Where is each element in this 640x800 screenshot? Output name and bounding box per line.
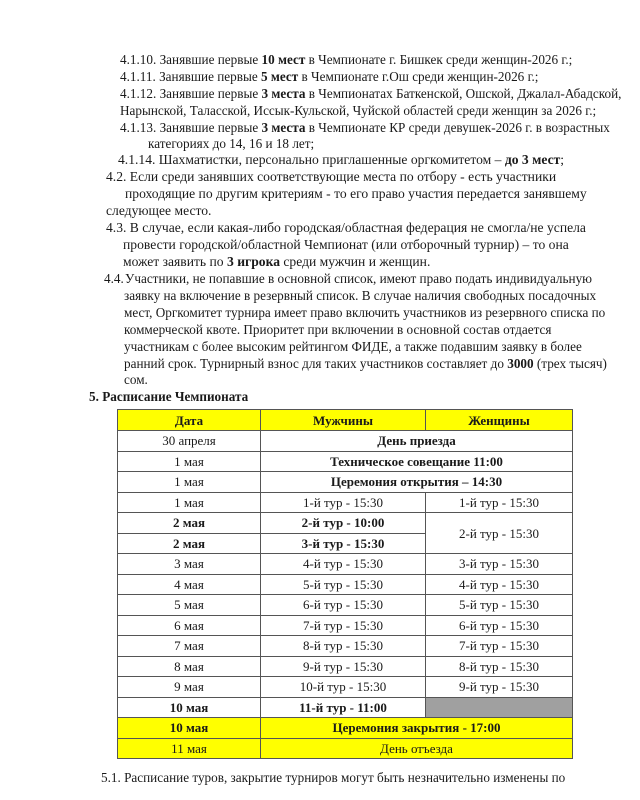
cell-men: 2-й тур - 10:00 bbox=[261, 513, 426, 534]
section-5-title: 5. Расписание Чемпионата bbox=[89, 389, 249, 404]
item-4-1-12-cont: Нарынской, Таласской, Иссык-Кульской, Чуйской областей среди женщин за 2026 г.; bbox=[120, 103, 597, 118]
note-5-1: 5.1. Расписание туров, закрытие турниров могут быть незначительно изменены по bbox=[101, 770, 566, 785]
cell-date: 7 мая bbox=[118, 636, 261, 657]
cell-date: 1 мая bbox=[118, 451, 261, 472]
item-4-4-l7: сом. bbox=[124, 372, 148, 387]
cell-date: 4 мая bbox=[118, 574, 261, 595]
item-4-4-l4: коммерческой квоте. Приоритет при включении в основной состав отдается bbox=[124, 322, 552, 337]
schedule-table bbox=[117, 409, 573, 759]
table-row bbox=[118, 697, 573, 718]
table-row bbox=[118, 636, 573, 657]
cell-date: 2 мая bbox=[118, 533, 261, 554]
cell-date: 2 мая bbox=[118, 513, 261, 534]
table-row-highlight bbox=[118, 718, 573, 739]
item-4-4-l5: участникам с более высоким рейтингом ФИДЕ, а также подавшим заявку в более bbox=[124, 339, 582, 354]
item-4-4-l6: ранний срок. Турнирный взнос для таких участников составляет до 3000 (трех тысяч) bbox=[124, 356, 607, 371]
cell-women: 5-й тур - 15:30 bbox=[426, 595, 573, 616]
cell-women: 2-й тур - 15:30 bbox=[426, 513, 573, 554]
cell-men: 7-й тур - 15:30 bbox=[261, 615, 426, 636]
cell-women: 3-й тур - 15:30 bbox=[426, 554, 573, 575]
cell-women: 6-й тур - 15:30 bbox=[426, 615, 573, 636]
header-men: Мужчины bbox=[261, 410, 426, 431]
cell-event: День приезда bbox=[261, 431, 573, 452]
cell-date: 5 мая bbox=[118, 595, 261, 616]
cell-event: Техническое совещание 11:00 bbox=[261, 451, 573, 472]
table-row bbox=[118, 615, 573, 636]
table-row bbox=[118, 492, 573, 513]
cell-date: 1 мая bbox=[118, 492, 261, 513]
item-4-4-l3: мест, Оргкомитет турнира имеет право включить участников из резервного списка по bbox=[124, 305, 606, 320]
cell-event: День отъезда bbox=[261, 738, 573, 759]
item-4-3-cont2: может заявить по 3 игрока среди мужчин и женщин. bbox=[123, 254, 431, 269]
cell-date: 9 мая bbox=[118, 677, 261, 698]
table-row bbox=[118, 574, 573, 595]
cell-date: 10 мая bbox=[118, 697, 261, 718]
item-4-4: Участники, не попавшие в основной список, имеют право подать индивидуальную bbox=[125, 271, 593, 286]
table-row bbox=[118, 595, 573, 616]
table-row bbox=[118, 472, 573, 493]
cell-date: 30 апреля bbox=[118, 431, 261, 452]
item-4-1-11: 4.1.11. Занявшие первые 5 мест в Чемпионате г.Ош среди женщин-2026 г.; bbox=[120, 69, 539, 84]
cell-date: 3 мая bbox=[118, 554, 261, 575]
item-4-1-12: 4.1.12. Занявшие первые 3 места в Чемпионатах Баткенской, Ошской, Джалал-Абадской, bbox=[120, 86, 622, 101]
item-4-2-cont2: следующее место. bbox=[106, 203, 212, 218]
cell-men: 5-й тур - 15:30 bbox=[261, 574, 426, 595]
cell-men: 6-й тур - 15:30 bbox=[261, 595, 426, 616]
cell-men: 3-й тур - 15:30 bbox=[261, 533, 426, 554]
cell-date: 1 мая bbox=[118, 472, 261, 493]
cell-women-empty bbox=[426, 697, 573, 718]
item-4-1-13: 4.1.13. Занявшие первые 3 места в Чемпионате КР среди девушек-2026 г. в возрастных bbox=[120, 120, 610, 135]
header-date: Дата bbox=[118, 410, 261, 431]
table-row-highlight bbox=[118, 738, 573, 759]
table-row bbox=[118, 513, 573, 534]
item-4-3-cont: провести городской/областной Чемпионат (или отборочный турнир) – то она bbox=[123, 237, 569, 252]
table-row bbox=[118, 677, 573, 698]
table-row bbox=[118, 554, 573, 575]
cell-women: 4-й тур - 15:30 bbox=[426, 574, 573, 595]
cell-men: 9-й тур - 15:30 bbox=[261, 656, 426, 677]
cell-date: 10 мая bbox=[118, 718, 261, 739]
table-header-row bbox=[118, 410, 573, 431]
cell-men: 4-й тур - 15:30 bbox=[261, 554, 426, 575]
cell-women: 1-й тур - 15:30 bbox=[426, 492, 573, 513]
item-4-2-cont: проходящие по другим критериям - то его право участия передается занявшему bbox=[125, 186, 587, 201]
item-4-4-number: 4.4. bbox=[104, 271, 124, 286]
cell-event: Церемония закрытия - 17:00 bbox=[261, 718, 573, 739]
cell-date: 6 мая bbox=[118, 615, 261, 636]
item-4-2: 4.2. Если среди занявших соответствующие места по отбору - есть участники bbox=[106, 169, 557, 184]
cell-women: 8-й тур - 15:30 bbox=[426, 656, 573, 677]
cell-men: 1-й тур - 15:30 bbox=[261, 492, 426, 513]
item-4-1-10: 4.1.10. Занявшие первые 10 мест в Чемпионате г. Бишкек среди женщин-2026 г.; bbox=[120, 52, 573, 67]
cell-date: 11 мая bbox=[118, 738, 261, 759]
table-row bbox=[118, 656, 573, 677]
table-row bbox=[118, 451, 573, 472]
cell-men: 10-й тур - 15:30 bbox=[261, 677, 426, 698]
item-4-3: 4.3. В случае, если какая-либо городская/областная федерация не смогла/не успела bbox=[106, 220, 586, 235]
header-women: Женщины bbox=[426, 410, 573, 431]
cell-men: 8-й тур - 15:30 bbox=[261, 636, 426, 657]
table-row bbox=[118, 431, 573, 452]
cell-women: 7-й тур - 15:30 bbox=[426, 636, 573, 657]
item-4-4-l2: заявку на включение в резервный список. В случае наличия свободных посадочных bbox=[124, 288, 597, 303]
cell-women: 9-й тур - 15:30 bbox=[426, 677, 573, 698]
cell-men: 11-й тур - 11:00 bbox=[261, 697, 426, 718]
cell-date: 8 мая bbox=[118, 656, 261, 677]
item-4-1-14: 4.1.14. Шахматистки, персонально приглашенные оргкомитетом – до 3 мест; bbox=[118, 152, 565, 167]
cell-event: Церемония открытия – 14:30 bbox=[261, 472, 573, 493]
item-4-1-13-cont: категориях до 14, 16 и 18 лет; bbox=[148, 136, 315, 151]
